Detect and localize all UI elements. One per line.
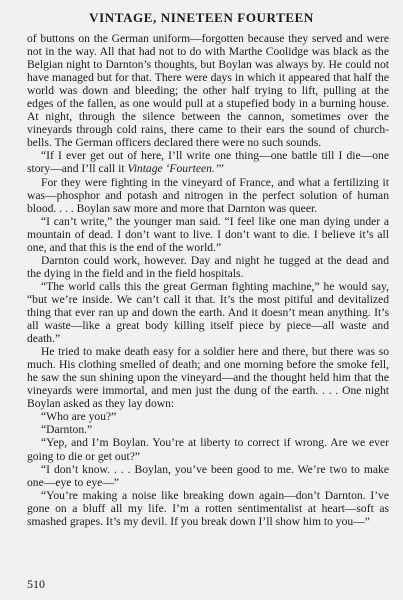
- running-header: VINTAGE, NINETEEN FOURTEEN: [89, 10, 314, 25]
- paragraph: [27, 149, 389, 175]
- page-number: 510: [27, 577, 45, 591]
- paragraph-text: ”: [218, 162, 224, 176]
- body-text: [27, 32, 389, 528]
- italic-title: Vintage ‘Fourteen.’: [127, 162, 219, 176]
- paragraph: “You’re making a noise like breaking down again—don’t Darnton. I’ve gone on a bluff all my life. I’m a rotten sentimentalist at heart—soft as smashed grapes. It’s my devil. If you break down I’ll show him to you—”: [27, 488, 389, 528]
- paragraph: “Darnton.”: [41, 423, 93, 437]
- paragraph: “I can’t write,” the younger man said. “I feel like one man dying under a mountain of dead. I don’t want to live. I don’t want to die. I believe it’s all one, and that this is the end of the world.”: [27, 214, 389, 254]
- paragraph-text: “If I ever get out of here, I’ll write one thing—one battle till I die—one story—and I’ll call it: [27, 149, 389, 176]
- paragraph: “Who are you?”: [41, 410, 117, 424]
- paragraph: He tried to make death easy for a soldier here and there, but there was so much. His clothing smelled of death; and one morning before the smoke fell, he saw the sun shining upon the vineyard—and the thought held him that the vineyards were immortal, and men just the dung of the earth. . . . One night Boylan asked as they lay down:: [27, 345, 389, 411]
- paragraph: “The world calls this the great German fighting machine,” he would say, “but we’re inside. We can’t call it that. It’s the most pitiful and devitalized thing that ever ran up and down the earth. And it doesn’t mean anything. It’s all waste—like a great body killing itself piece by piece—all waste and death.”: [27, 279, 389, 346]
- paragraph: Darnton could work, however. Day and night he tugged at the dead and the dying in the field and in the field hospitals.: [27, 253, 389, 280]
- paragraph: “I don’t know. . . . Boylan, you’ve been good to me. We’re two to make one—eye to eye—”: [27, 462, 389, 489]
- paragraph: “Yep, and I’m Boylan. You’re at liberty to correct if wrong. Are we ever going to die or get out?”: [27, 436, 389, 463]
- paragraph: of buttons on the German uniform—forgotten because they served and were not in the way. All that had not to do with Marthe Coolidge was black as the Belgian night to Darnton’s thoughts, but Boylan was always by. He could not have managed but for that. There were days in which it appeared that half the world was down and bleeding; the other half trying to lift, pulling at the edges of the fallen, as one would pull at a stupefied body in a burning house. At night, through the silence between the cannon, sometimes over the vineyards through cold rains, there came to their ears the sound of church-bells. The German officers declared there were no such sounds.: [27, 32, 389, 150]
- paragraph: For they were fighting in the vineyard of France, and what a fertilizing it was—phosphor and potash and nitrogen in the perfect solution of human blood. . . . Boylan saw more and more that Darnton was queer.: [27, 175, 389, 215]
